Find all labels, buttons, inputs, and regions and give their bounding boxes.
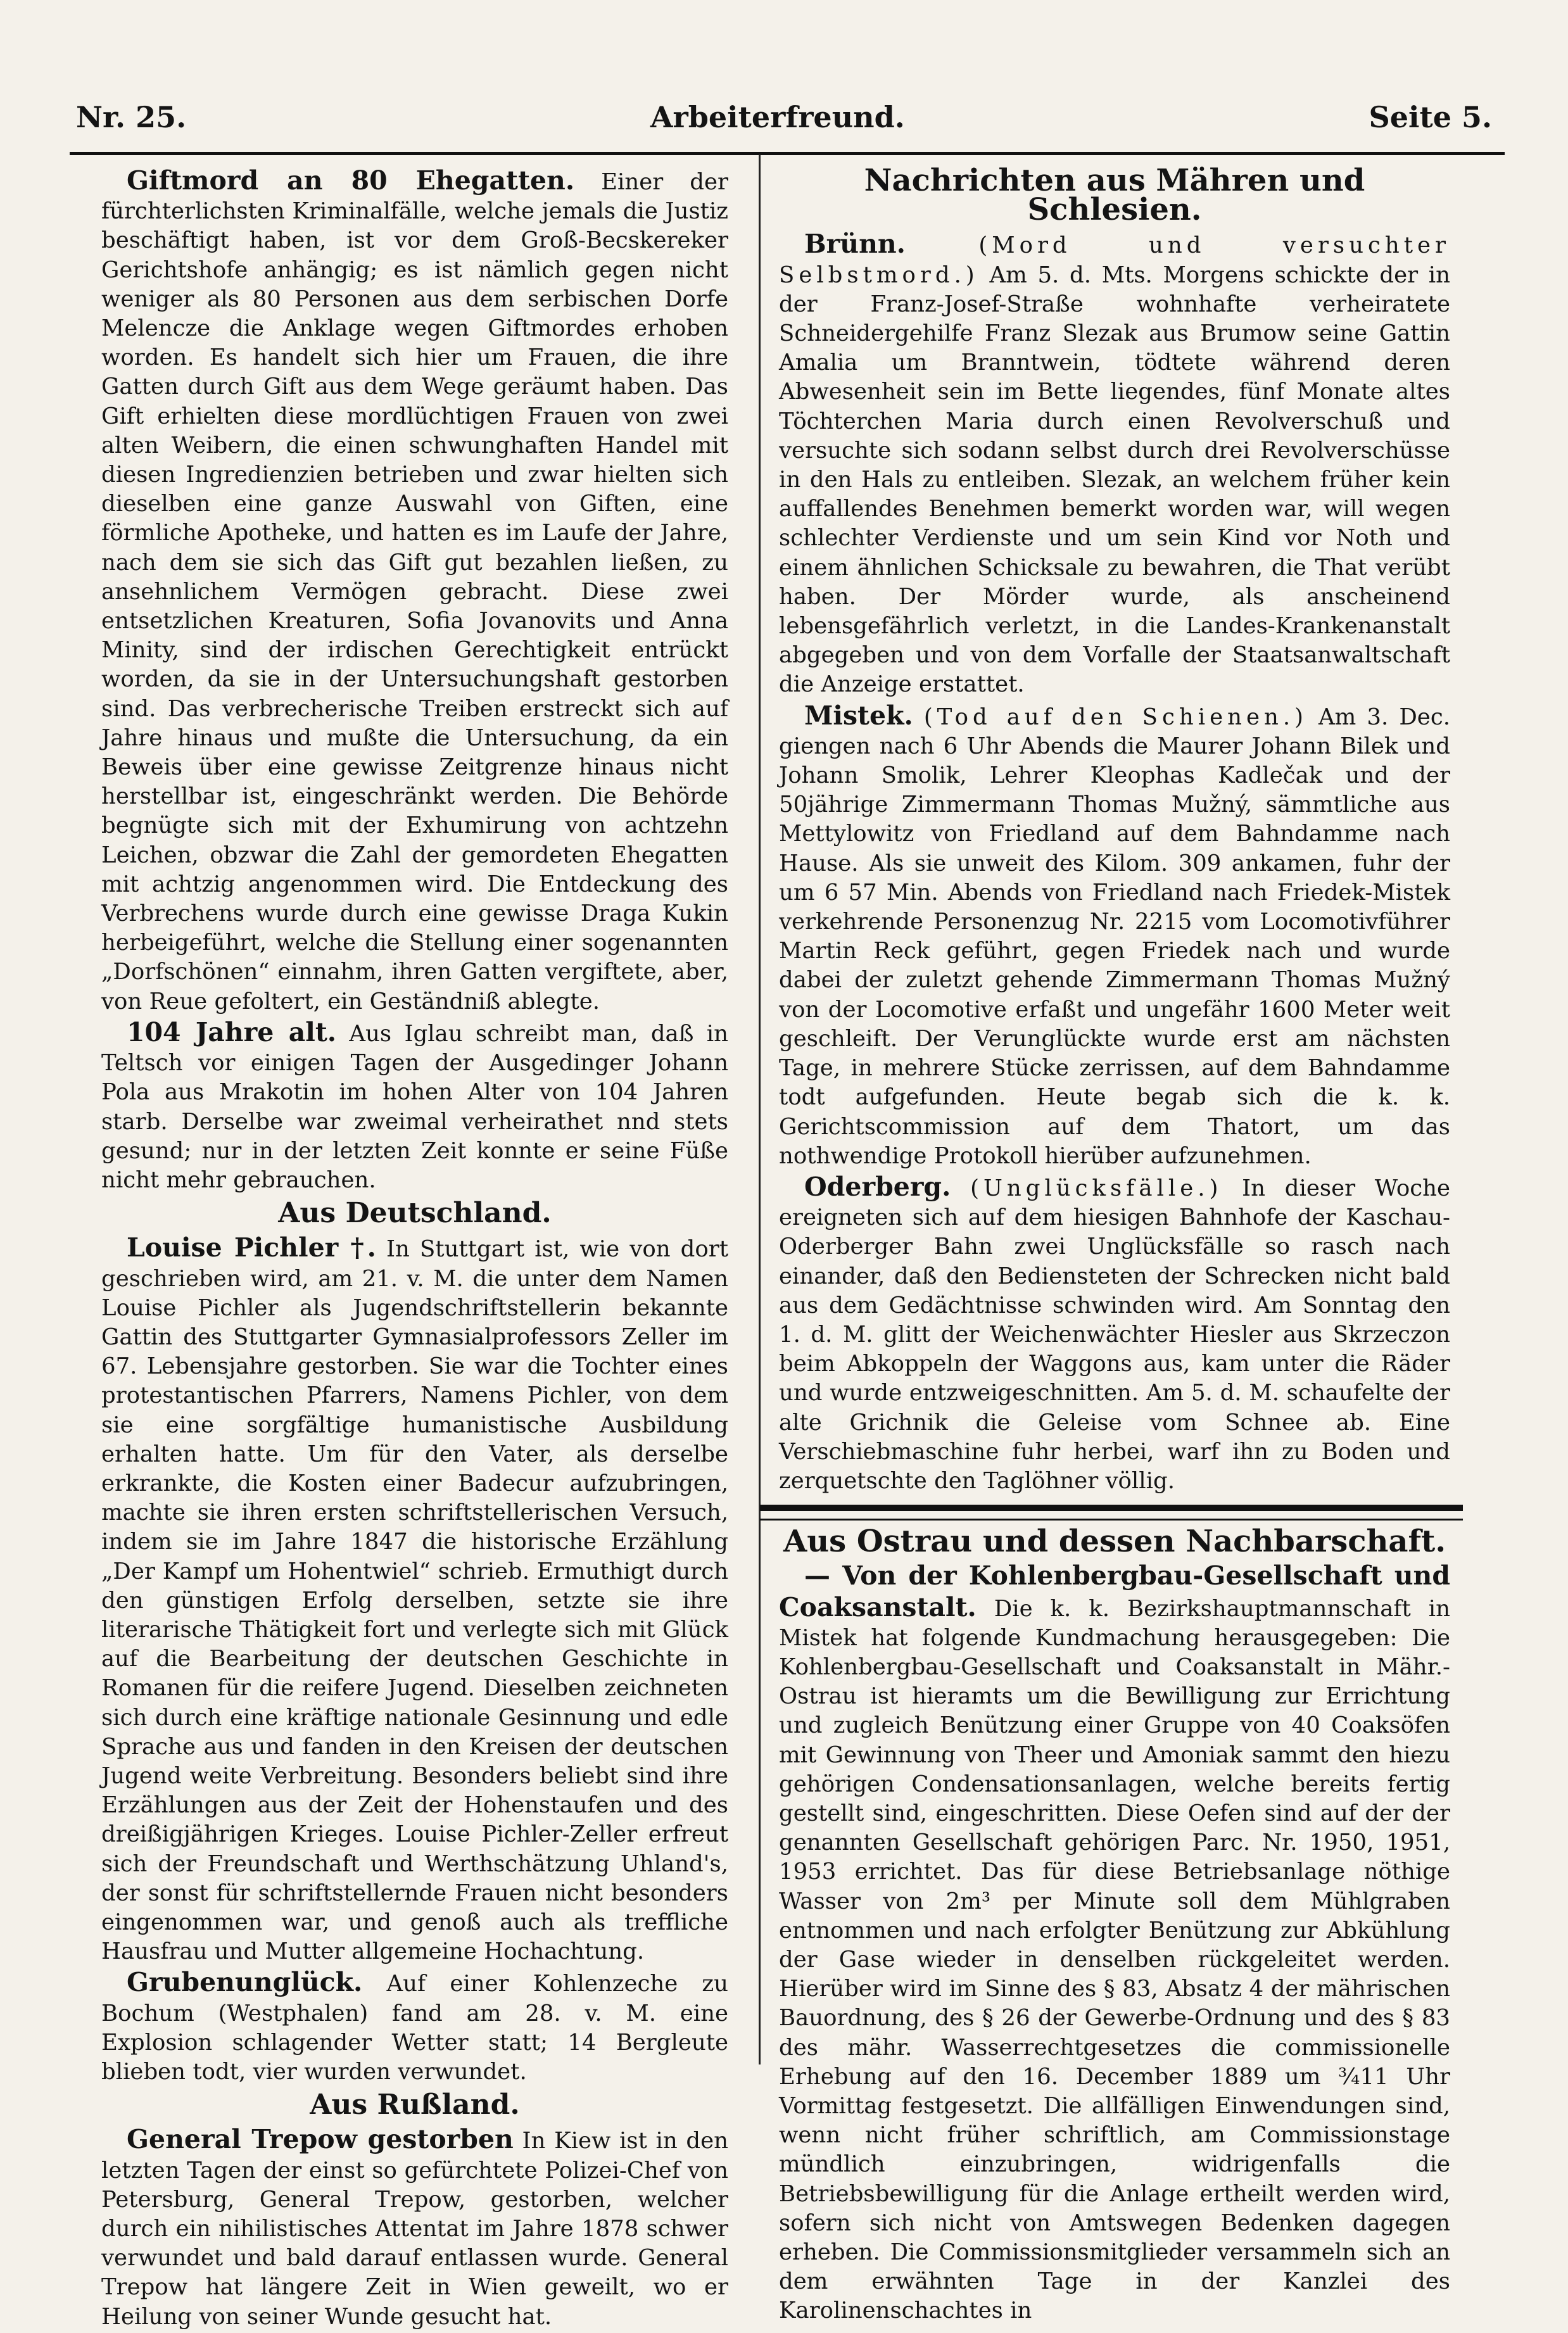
subhead-mistek: (Tod auf den Schienen.)	[923, 704, 1308, 730]
article-kohlenbergbau	[779, 1561, 1450, 2325]
article-trepow	[101, 2125, 728, 2331]
body-grubenunglueck: Auf einer Kohlenzeche zu Bochum (Westphalen) fand am 28. v. M. eine Explosion schlagender Wetter statt; 14 Bergleute blieben todt, vier wurden verwundet.	[101, 1971, 728, 2085]
article-grubenunglueck	[101, 1968, 728, 2087]
page-number: Seite 5.	[1369, 100, 1492, 134]
masthead-title: Arbeiterfreund.	[650, 100, 905, 134]
section-russland: Aus Rußland.	[310, 2089, 520, 2121]
subhead-oderberg: (Unglücksfälle.)	[970, 1175, 1223, 1201]
page-header	[76, 100, 1492, 134]
left-column	[101, 166, 728, 2333]
headline-kohlenbergbau: — Von der Kohlenbergbau-Gesellschaft und Coaksanstalt.	[779, 1560, 1450, 1622]
body-oderberg: In dieser Woche ereigneten sich auf dem hiesigen Bahnhofe der Kaschau-Oderberger Bahn zwei Unglücksfälle so rasch nach einander, daß den Bediensteten der Schrecken nicht bald aus dem Gedächtnisse schwinden wird. Am Sonntag den 1. d. M. glitt der Weichenwächter Hiesler aus Skrzeczon beim Abkoppeln der Waggons aus, kam unter die Räder und wurde entzweigeschnitten. Am 5. d. M. schaufelte der alte Grichnik die Geleise vom Schnee ab. Eine Verschiebmaschine fuhr herbei, warf ihn zu Boden und zerquetschte den Taglöhner völlig.	[779, 1175, 1450, 1494]
article-104-jahre	[101, 1018, 728, 1195]
section-maehren: Nachrichten aus Mähren und Schlesien.	[864, 163, 1365, 228]
subhead-bruenn: (Mord und versuchter Selbstmord.)	[779, 232, 1450, 288]
body-pichler: In Stuttgart ist, wie von dort geschrieben wird, am 21. v. M. die unter dem Namen Louise Pichler als Jugendschriftstellerin bekannte Gattin des Stuttgarter Gymnasialprofessors Zeller im 67. Lebensjahre gestorben. Sie war die Tochter eines protestantischen Pfarrers, Namens Pichler, von dem sie eine sorgfältige humanistische Ausbildung erhalten hatte. Um für den Vater, als derselbe erkrankte, die Kosten einer Badecur aufzubringen, machte sie ihren ersten schriftstellerischen Versuch, indem sie im Jahre 1847 die historische Erzählung „Der Kampf um Hohentwiel“ schrieb. Ermuthigt durch den günstigen Erfolg derselben, setzte sie ihre literarische Thätigkeit fort und verlegte sich mit Glück auf die Bearbeitung der deutschen Geschichte in Romanen für die reifere Jugend. Dieselben zeichneten sich durch eine kräftige nationale Gesinnung und edle Sprache aus und fanden in den Kreisen der deutschen Jugend weite Verbreitung. Besonders beliebt sind ihre Erzählungen aus der Zeit der Hohenstaufen und des dreißigjährigen Krieges. Louise Pichler-Zeller erfreut sich der Freundschaft und Werthschätzung Uhland's, der sonst für schriftstellernde Frauen nicht besonders eingenommen war, und genoß auch als treffliche Hausfrau und Mutter allgemeine Hochachtung.	[101, 1236, 728, 1965]
section-ostrau: Aus Ostrau und dessen Nachbarschaft.	[783, 1524, 1446, 1560]
article-bruenn	[779, 229, 1450, 699]
article-giftmord	[101, 166, 728, 1016]
body-bruenn: Am 5. d. Mts. Morgens schickte der in der Franz-Josef-Straße wohnhafte verheiratete Schneidergehilfe Franz Slezak aus Brumow seine Gattin Amalia um Branntwein, tödtete während deren Abwesenheit sein im Bette liegendes, fünf Monate altes Töchterchen Maria durch einen Revolverschuß und versuchte sich sodann selbst durch drei Revolverschüsse in den Hals zu entleiben. Slezak, an welchem früher kein auffallendes Benehmen bemerkt worden war, will wegen schlechter Verdienste und um sein Kind vor Noth und einem ähnlichen Schicksale zu bewahren, die That verübt haben. Der Mörder wurde, als anscheinend lebensgefährlich verletzt, in die Landes-Krankenanstalt abgegeben und von dem Vorfalle der Staatsanwaltschaft die Anzeige erstattet.	[779, 262, 1451, 698]
issue-number: Nr. 25.	[76, 100, 187, 134]
headline-bruenn: Brünn.	[804, 229, 906, 260]
headline-oderberg: Oderberg.	[804, 1171, 951, 1202]
headline-104-jahre: 104 Jahre alt.	[127, 1016, 337, 1047]
header-rule	[70, 152, 1505, 155]
right-column	[779, 163, 1451, 2327]
section-divider-thick	[760, 1505, 1463, 1511]
column-divider	[759, 155, 761, 2064]
section-divider-thin	[760, 1519, 1463, 1521]
body-giftmord: Einer der fürchterlichsten Kriminalfälle, welche jemals die Justiz beschäftigt haben, ist vor dem Groß-Becskereker Gerichtshofe anhängig; es ist nämlich gegen nicht weniger als 80 Personen aus dem serbischen Dorfe Melencze die Anklage wegen Giftmordes erhoben worden. Es handelt sich hier um Frauen, die ihre Gatten durch Gift aus dem Wege geräumt haben. Das Gift erhielten diese mordlüchtigen Frauen von zwei alten Weibern, die einen schwunghaften Handel mit diesen Ingredienzien betrieben und zwar hielten sich dieselben eine ganze Auswahl von Giften, eine förmliche Apotheke, und hatten es im Laufe der Jahre, nach dem sie sich das Gift gut bezahlen ließen, zu ansehnlichem Vermögen gebracht. Diese zwei entsetzlichen Kreaturen, Sofia Jovanovits und Anna Minity, sind der irdischen Gerechtigkeit entrückt worden, da sie in der Untersuchungshaft gestorben sind. Das verbrecherische Treiben erstreckt sich auf Jahre hinaus und mußte die Untersuchung, da ein Beweis über eine gewisse Zeitgrenze hinaus nicht herstellbar ist, eingeschränkt werden. Die Behörde begnügte sich mit der Exhumirung von achtzehn Leichen, obzwar die Zahl der gemordeten Ehegatten mit achtzig angenommen wird. Die Entdeckung des Verbrechens wurde durch eine gewisse Draga Kukin herbeigeführt, welche die Stellung einer sogenannten „Dorfschönen“ einnahm, ihren Gatten vergiftete, aber, von Reue gefoltert, ein Geständniß ablegte.	[101, 169, 728, 1015]
section-deutschland: Aus Deutschland.	[278, 1197, 552, 1230]
article-pichler	[101, 1233, 728, 1966]
body-mistek: Am 3. Dec. giengen nach 6 Uhr Abends die Maurer Johann Bilek und Johann Smolik, Lehrer Kleophas Kadlečak und der 50jährige Zimmermann Thomas Mužný, sämmtliche aus Mettylowitz von Friedland auf dem Bahndamme nach Hause. Als sie unweit des Kilom. 309 ankamen, fuhr der um 6 57 Min. Abends von Friedland nach Friedek-Mistek verkehrende Personenzug Nr. 2215 vom Locomotivführer Martin Reck geführt, gegen Friedek nach und wurde dabei der zuletzt gehende Zimmermann Thomas Mužný von der Locomotive erfaßt und ungefähr 1600 Meter weit geschleift. Der Verunglückte wurde erst am nächsten Tage, in mehrere Stücke zerrissen, auf dem Bahndamme todt aufgefunden. Heute begab sich die k. k. Gerichtscommission auf dem Thatort, um das nothwendige Protokoll hierüber aufzunehmen.	[779, 704, 1450, 1169]
headline-trepow: General Trepow gestorben	[127, 2124, 514, 2155]
article-mistek	[779, 701, 1450, 1171]
headline-pichler: Louise Pichler †.	[127, 1232, 376, 1263]
article-oderberg	[779, 1172, 1450, 1496]
headline-giftmord: Giftmord an 80 Ehegatten.	[127, 165, 575, 196]
body-104-jahre: Aus Iglau schreibt man, daß in Teltsch vor einigen Tagen der Ausgedinger Johann Pola aus Mrakotin im hohen Alter von 104 Jahren starb. Derselbe war zweimal verheirathet nnd stets gesund; nur in der letzten Zeit konnte er seine Füße nicht mehr gebrauchen.	[101, 1020, 728, 1193]
body-kohlenbergbau: Die k. k. Bezirkshauptmannschaft in Mistek hat folgende Kundmachung herausgegeben: Die Kohlenbergbau-Gesellschaft und Coaksanstalt in Mähr.-Ostrau ist hieramts um die Bewilligung zur Errichtung und zugleich Benützung einer Gruppe von 40 Coaksöfen mit Gewinnung von Theer und Amoniak sammt den hiezu gehörigen Condensationsanlagen, welche bereits fertig gestellt sind, eingeschritten. Diese Oefen sind auf der der genannten Gesellschaft gehörigen Parc. Nr. 1950, 1951, 1953 errichtet. Das für diese Betriebsanlage nöthige Wasser von 2m³ per Minute soll dem Mühlgraben entnommen und nach erfolgter Benützung zur Abkühlung der Gase wieder in denselben rückgeleitet werden. Hierüber wird im Sinne des § 83, Absatz 4 der mährischen Bauordnung, des § 26 der Gewerbe-Ordnung und des § 83 des mähr. Wasserrechtgesetzes die commissionelle Erhebung auf den 16. December 1889 um ¾11 Uhr Vormittag festgesetzt. Die allfälligen Einwendungen sind, wenn nicht früher schriftlich, am Commissionstage mündlich einzubringen, widrigenfalls die Betriebsbewilligung für die Anlage ertheilt werden wird, sofern sich nicht von Amtswegen Bedenken dagegen erheben. Die Commissionsmitglieder versammeln sich an dem erwähnten Tage in der Kanzlei des Karolinenschachtes in	[779, 1595, 1450, 2324]
body-trepow: In Kiew ist in den letzten Tagen der einst so gefürchtete Polizei-Chef von Petersburg, General Trepow, gestorben, welcher durch ein nihilistisches Attentat im Jahre 1878 schwer verwundet und bald darauf entlassen wurde. General Trepow hat längere Zeit in Wien geweilt, wo er Heilung von seiner Wunde gesucht hat.	[101, 2128, 728, 2330]
headline-grubenunglueck: Grubenunglück.	[127, 1967, 363, 1998]
headline-mistek: Mistek.	[804, 700, 913, 731]
